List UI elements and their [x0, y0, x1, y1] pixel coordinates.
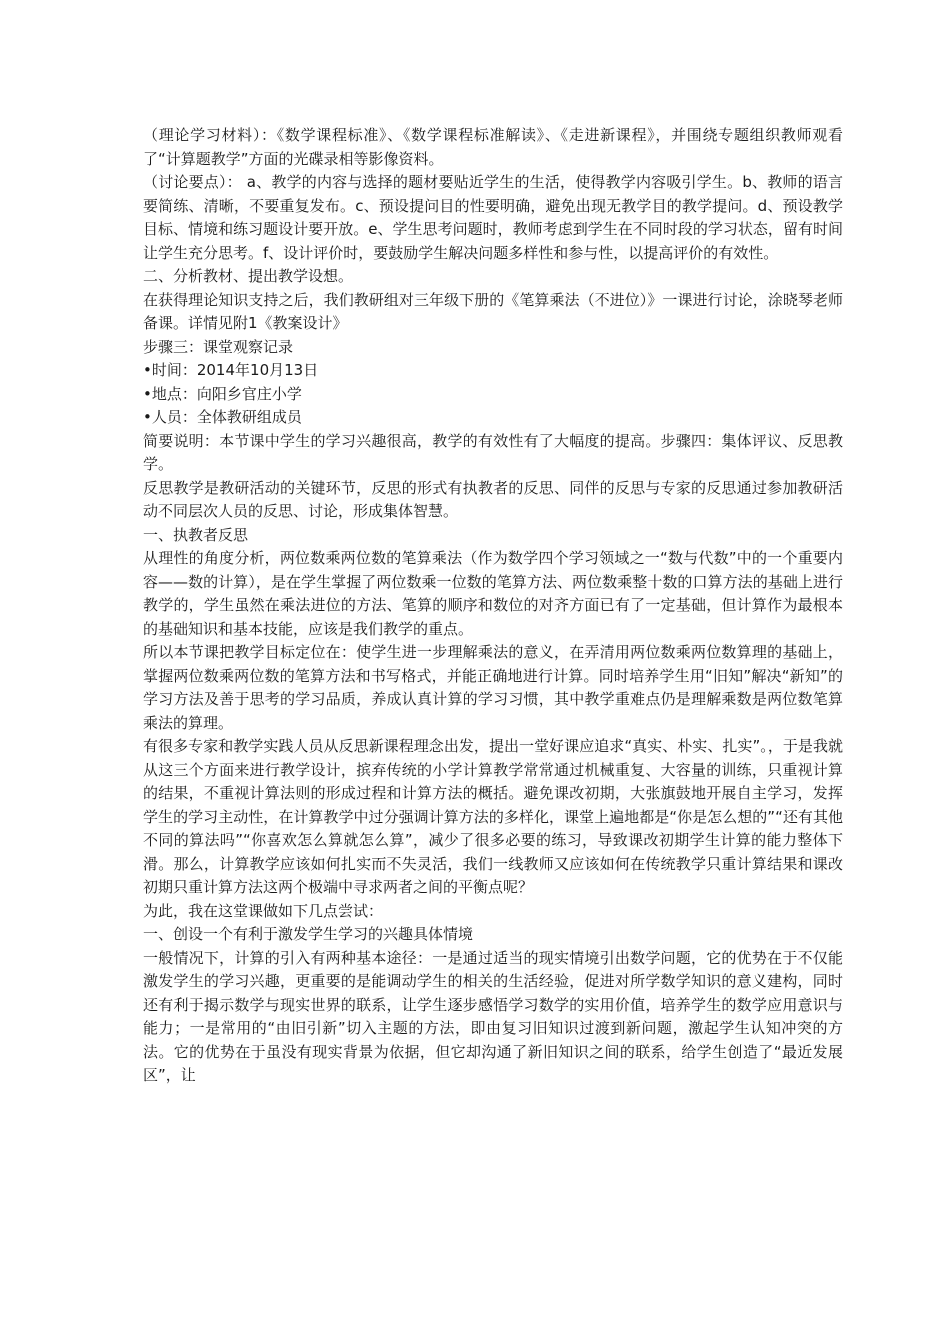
list-item-location: •地点：向阳乡官庄小学 — [143, 384, 302, 403]
paragraph-introduction-methods: 一般情况下，计算的引入有两种基本途径：一是通过适当的现实情境引出数学问题，它的优势在于不仅能激发学生的学习兴趣，更重要的是能调动学生的相关的生活经验，促进对所学数学知识的意义建构，同时还有利于揭示数学与现实世界的联系，让学生逐步感悟学习数学的实用价值，培养学生的数学应用意识与能力；一是常用的“由旧引新”切入主题的方法，即由复习旧知识过渡到新问题，激起学生认知冲突的方法。它的优势在于虽没有现实背景为依据，但它却沟通了新旧知识之间的联系，给学生创造了“最近发展区”，让 — [143, 948, 843, 1084]
paragraph-lesson-prep: 在获得理论知识支持之后，我们教研组对三年级下册的《笔算乘法（不进位）》一课进行讨论，涂晓琴老师备课。详情见附1《教案设计》 — [143, 290, 843, 332]
document-body — [143, 124, 843, 1088]
paragraph-reflection-intro: 反思教学是教研活动的关键环节，反思的形式有执教者的反思、同伴的反思与专家的反思通过参加教研活动不同层次人员的反思、讨论，形成集体智慧。 — [143, 478, 843, 520]
list-item-time: •时间：2014年10月13日 — [143, 361, 319, 379]
heading-create-situation: 一、创设一个有利于激发学生学习的兴趣具体情境 — [143, 925, 474, 943]
paragraph-expert-views: 有很多专家和教学实践人员从反思新课程理念出发，提出一堂好课应追求“真实、朴实、扎实”。，于是我就从这三个方面来进行教学设计，摈弃传统的小学计算教学常常通过机械重复、大容量的训练，只重视计算的结果，不重视计算法则的形成过程和计算方法的概括。避免课改初期，大张旗鼓地开展自主学习，发挥学生的学习主动性，在计算教学中过分强调计算方法的多样化，课堂上遍地都是“你是怎么想的”“还有其他不同的算法吗”“你喜欢怎么算就怎么算”，减少了很多必要的练习，导致课改初期学生计算的能力整体下滑。那么，计算教学应该如何扎实而不失灵活，我们一线教师又应该如何在传统教学只重计算结果和课改初期只重计算方法这两个极端中寻求两者之间的平衡点呢？ — [143, 737, 844, 896]
heading-teacher-reflection: 一、执教者反思 — [143, 525, 249, 544]
paragraph-attempts-intro: 为此，我在这堂课做如下几点尝试： — [143, 901, 384, 920]
paragraph-teaching-goals: 所以本节课把教学目标定位在：使学生进一步理解乘法的意义，在弄清用两位数乘两位数算理的基础上，掌握两位数乘两位数的笔算方法和书写格式，并能正确地进行计算。同时培养学生用“旧知”解决“新知”的学习方法及善于思考的学习品质，养成认真计算的学习习惯，其中教学重难点仍是理解乘数是两位数笔算乘法的算理。 — [143, 643, 843, 732]
heading-analyze-materials: 二、分析教材、提出教学设想。 — [143, 267, 354, 285]
list-item-participants: •人员：全体教研组成员 — [143, 408, 302, 426]
paragraph-rational-analysis: 从理性的角度分析，两位数乘两位数的笔算乘法（作为数学四个学习领域之一“数与代数”中的一个重要内容——数的计算），是在学生掌握了两位数乘一位数的笔算方法、两位数乘整十数的口算方法的基础上进行教学的，学生虽然在乘法进位的方法、笔算的顺序和数位的对齐方面已有了一定基础，但计算作为最根本的基础知识和基本技能，应该是我们教学的重点。 — [143, 549, 843, 638]
heading-step-three: 步骤三：课堂观察记录 — [143, 337, 294, 356]
paragraph-brief-summary: 简要说明：本节课中学生的学习兴趣很高，教学的有效性有了大幅度的提高。步骤四：集体评议、反思教学。 — [143, 431, 843, 473]
paragraph-study-materials: （理论学习材料）：《数学课程标准》、《数学课程标准解读》、《走进新课程》，并围绕专题组织教师观看了“计算题教学”方面的光碟录相等影像资料。 — [143, 126, 843, 168]
paragraph-discussion-points: （讨论要点）： a、教学的内容与选择的题材要贴近学生的生活，使得教学内容吸引学生。b、教师的语言要简练、清晰，不要重复发布。c、预设提问目的性要明确，避免出现无教学目的教学提问。d、预设教学目标、情境和练习题设计要开放。e、学生思考问题时，教师考虑到学生在不同时段的学习状态，留有时间让学生充分思考。f、设计评价时，要鼓励学生解决问题多样性和参与性，以提高评价的有效性。 — [143, 173, 843, 262]
